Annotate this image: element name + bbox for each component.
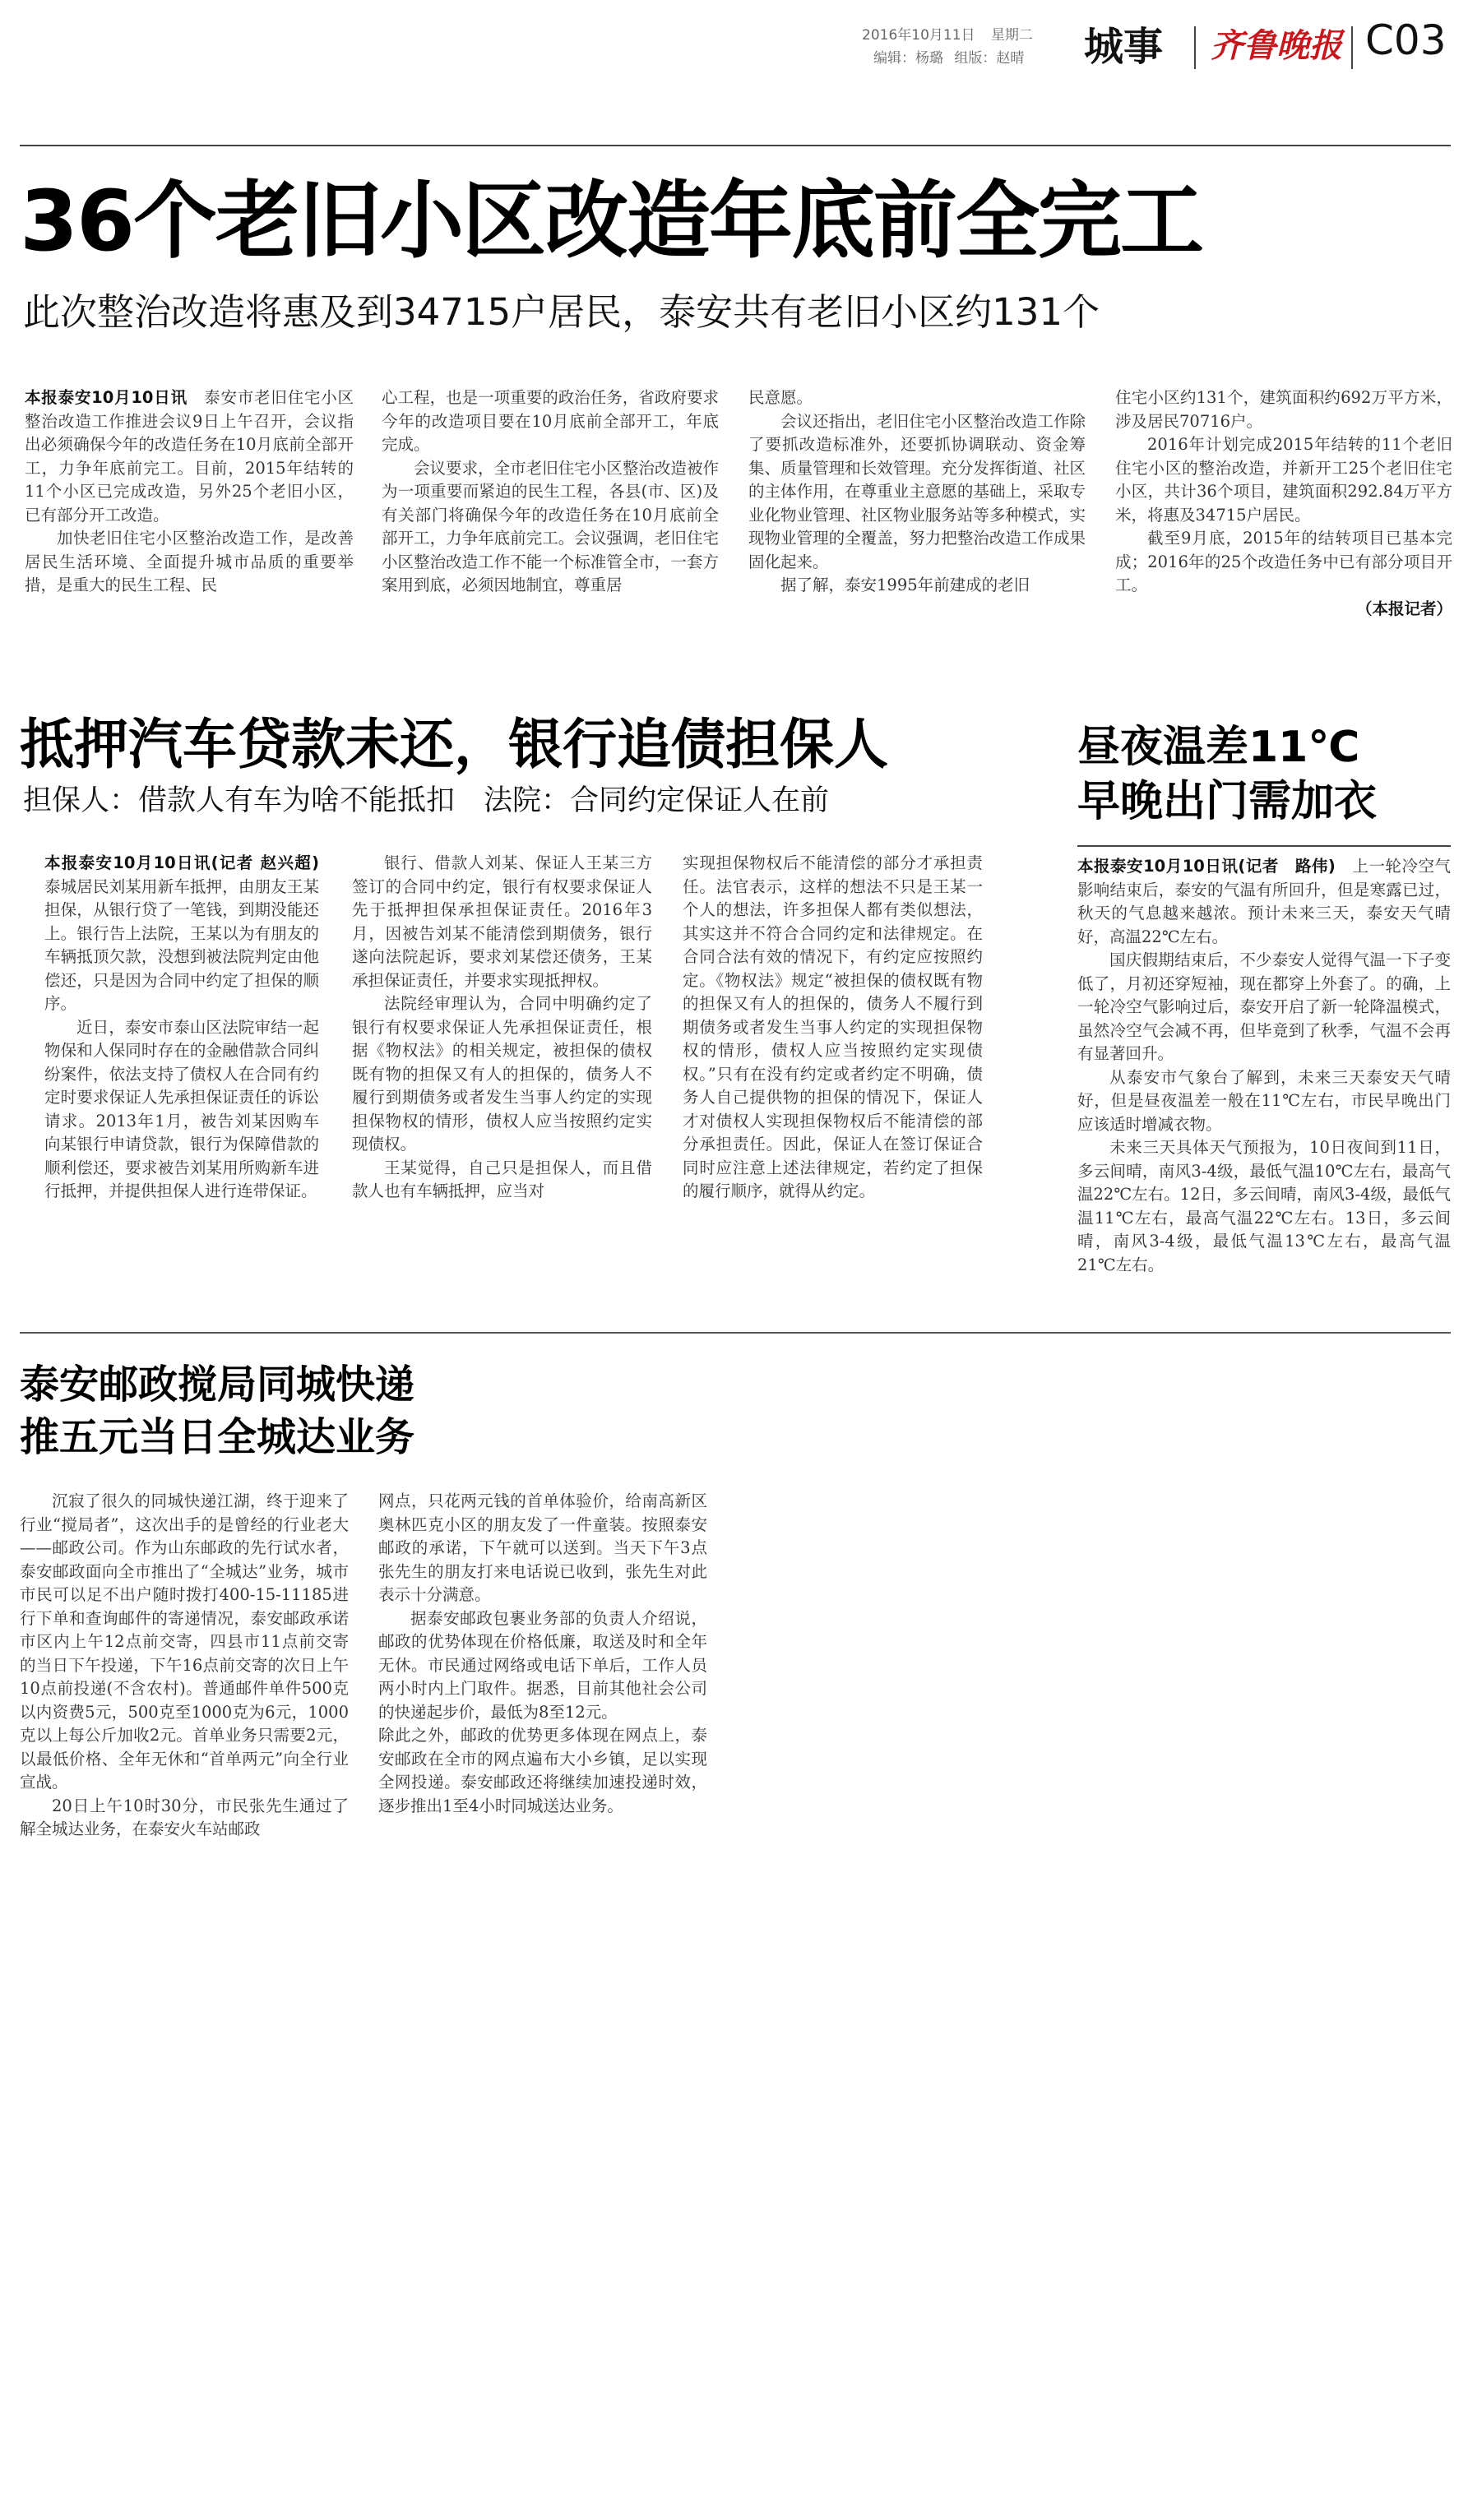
article4-headline-line1: 泰安邮政搅局同城快递 (20, 1362, 415, 1408)
article1-byline: 本报泰安10月10日讯 (25, 388, 188, 407)
page-number: C03 (1365, 16, 1447, 64)
article4-paragraph: 沉寂了很久的同城快递江湖，终于迎来了行业“搅局者”，这次出手的是曾经的行业老大——邮政公司。作为山东邮政的先行试水者，泰安邮政面向全市推出了“全城达”业务，城市市民可以足不出户随时拨打400-15-11185进行下单和查询邮件的寄递情况，泰安邮政承诺市区内上午12点前交寄，四县市11点前交寄的当日下午投递，下午16点前交寄的次日上午10点前投递(不含农村)。普通邮件单件500克以内资费5元，500克至1000克为6元，1000克以上每公斤加收2元。首单业务只需要2元，以最低价格、全年无休和“首单两元”向全行业宣战。 (20, 1491, 349, 1792)
header-layout: 组版：赵晴 (954, 50, 1025, 67)
article4-column-1 (20, 1490, 349, 1842)
article3-paragraph: 从泰安市气象台了解到，未来三天泰安天气晴好，但是昼夜温差一般在11℃左右，市民早晚出门应该适时增减衣物。 (1077, 1067, 1451, 1134)
article2-paragraph: 法院经审理认为，合同中明确约定了银行有权要求保证人先承担保证责任，根据《物权法》的相关规定，被担保的债权既有物的担保又有人的担保的，债务人不履行到期债务或者发生当事人约定的实现担保物权的情形，债权人应当按照约定实现债权。 (352, 994, 652, 1154)
header-date-line (862, 23, 1033, 44)
article4-headline-line2: 推五元当日全城达业务 (20, 1414, 415, 1460)
article3-paragraph: 未来三天具体天气预报为，10日夜间到11日，多云间晴，南风3-4级，最低气温10℃左右，最高气温22℃左右。12日，多云间晴，南风3-4级，最低气温11℃左右，最高气温22℃左右。13日，多云间晴，南风3-4级，最低气温13℃左右，最高气温21℃左右。 (1077, 1138, 1451, 1274)
article3-headline-line1: 昼夜温差11℃ (1077, 723, 1360, 772)
article2-column-3 (683, 852, 983, 1204)
article1-paragraph: 加快老旧住宅小区整治改造工作，是改善居民生活环境、全面提升城市品质的重要举措，是重大的民生工程、民 (25, 529, 354, 594)
article1-headline: 36个老旧小区改造年底前全完工 (20, 173, 1202, 270)
header-weekday: 星期二 (990, 27, 1033, 44)
header-divider-2 (1351, 26, 1353, 69)
article4-paragraph: 20日上午10时30分，市民张先生通过了解全城达业务，在泰安火车站邮政 (20, 1796, 349, 1838)
article1-paragraph: 会议还指出，老旧住宅小区整治改造工作除了要抓改造标准外，还要抓协调联动、资金筹集、质量管理和长效管理。充分发挥街道、社区的主体作用，在尊重业主意愿的基础上，采取专业化物业管理、社区物业服务站等多种模式，实现物业管理的全覆盖，努力把整治改造工作成果固化起来。 (748, 411, 1086, 571)
article3-byline: 本报泰安10月10日讯(记者 路伟) (1077, 857, 1336, 876)
article2-headline: 抵押汽车贷款未还，银行追债担保人 (20, 713, 888, 776)
article2-column-1 (44, 852, 319, 1204)
article2-byline: 本报泰安10月10日讯(记者 赵兴超) (44, 853, 319, 872)
article1-paragraph: 住宅小区约131个，建筑面积约692万平方米，涉及居民70716户。 (1115, 388, 1452, 431)
article2-paragraph: 泰城居民刘某用新车抵押，由朋友王某担保，从银行贷了一笔钱，到期没能还上。银行告上法院，王某以为有朋友的车辆抵顶欠款，没想到被法院判定由他偿还，只是因为合同中约定了担保的顺序。 (44, 876, 319, 1013)
article2-subhead: 担保人：借款人有车为啥不能抵扣 法院：合同约定保证人在前 (23, 784, 830, 817)
article1-paragraph: 泰安市老旧住宅小区整治改造工作推进会议9日上午召开，会议指出必须确保今年的改造任务在10月底前全部开工，力争年底前完工。目前，2015年结转的11个小区已完成改造，另外25个老旧小区，已有部分开工改造。 (25, 388, 354, 525)
article1-subhead: 此次整治改造将惠及到34715户居民，泰安共有老旧小区约131个 (23, 290, 1100, 334)
article3-column (1077, 855, 1451, 1277)
article4-headline (20, 1358, 414, 1463)
article1-column-4 (1115, 386, 1452, 621)
article3-paragraph: 国庆假期结束后，不少泰安人觉得气温一下子变低了，月初还穿短袖，现在都穿上外套了。的确，上一轮冷空气影响过后，泰安开启了新一轮降温模式，虽然冷空气会减不再，但毕竟到了秋季，气温不会再有显著回升。 (1077, 950, 1451, 1063)
header-rule (20, 145, 1451, 146)
article2-paragraph: 近日，泰安市泰山区法院审结一起物保和人保同时存在的金融借款合同纠纷案件，依法支持了债权人在合同有约定时要求保证人先承担保证责任的诉讼请求。2013年1月，被告刘某因购车向某银行申请贷款，银行为保障借款的顺利偿还，要求被告刘某用所购新车进行抵押，并提供担保人进行连带保证。 (44, 1017, 319, 1200)
article1-paragraph: 2016年计划完成2015年结转的11个老旧住宅小区的整治改造，并新开工25个老旧住宅小区，共计36个项目，建筑面积292.84万平方米，将惠及34715户居民。 (1115, 435, 1452, 525)
section-rule (20, 1332, 1451, 1334)
newspaper-logo: 齐鲁晚报 (1211, 26, 1342, 65)
article2-paragraph: 银行、借款人刘某、保证人王某三方签订的合同中约定，银行有权要求保证人先于抵押担保承担保证责任。2016年3月，因被告刘某不能清偿到期债务，银行遂向法院起诉，要求刘某偿还债务，王某承担保证责任，并要求实现抵押权。 (352, 853, 652, 990)
header-divider-1 (1194, 26, 1196, 69)
article1-paragraph: 据了解，泰安1995年前建成的老旧 (780, 576, 1030, 594)
section-name: 城事 (1084, 24, 1164, 70)
header-staff-line (873, 46, 1024, 67)
article1-paragraph: 会议要求，全市老旧住宅小区整治改造被作为一项重要而紧迫的民生工程，各县(市、区)及有关部门将确保今年的改造任务在10月底前全部开工，力争年底前完工。会议强调，老旧住宅小区整治改造工作不能一个标准管全市，一套方案用到底，必须因地制宜，尊重居 (382, 458, 719, 594)
article4-column-2 (378, 1490, 707, 1818)
article1-column-3 (748, 386, 1086, 598)
article1-paragraph: 心工程，也是一项重要的政治任务，省政府要求今年的改造项目要在10月底前全部开工，年底完成。 (382, 388, 719, 454)
article1-column-1 (25, 386, 354, 598)
article2-paragraph: 实现担保物权后不能清偿的部分才承担责任。法官表示，这样的想法不只是王某一个人的想法，许多担保人都有类似想法，其实这并不符合合同约定和法律规定。在合同合法有效的情况下，有约定应按照约定。《物权法》规定“被担保的债权既有物的担保又有人的担保的，债务人不履行到期债务或者发生当事人约定的实现担保物权的情形，债权人应当按照约定实现债权。”只有在没有约定或者约定不明确，债务人自己提供物的担保的情况下，保证人才对债权人实现担保物权后不能清偿的部分承担责任。因此，保证人在签订保证合同时应注意上述法律规定，若约定了担保的履行顺序，就得从约定。 (683, 853, 983, 1200)
article1-paragraph: 民意愿。 (748, 388, 813, 407)
article3-rule (1077, 845, 1451, 847)
article2-column-2 (352, 852, 652, 1204)
article1-paragraph: 截至9月底，2015年的结转项目已基本完成；2016年的25个改造任务中已有部分项目开工。 (1115, 529, 1452, 594)
header-editor: 编辑：杨璐 (873, 50, 943, 67)
article3-headline (1077, 720, 1377, 829)
article4-paragraph: 除此之外，邮政的优势更多体现在网点上，泰安邮政在全市的网点遍布大小乡镇，足以实现全网投递。泰安邮政还将继续加速投递时效，逐步推出1至4小时同城送达业务。 (378, 1726, 707, 1815)
header-date: 2016年10月11日 (862, 27, 975, 44)
article1-column-2 (382, 386, 719, 598)
article4-paragraph: 网点，只花两元钱的首单体验价，给南高新区奥林匹克小区的朋友发了一件童装。按照泰安邮政的承诺，下午就可以送到。当天下午3点张先生的朋友打来电话说已收到，张先生对此表示十分满意。 (378, 1491, 707, 1604)
article1-signature: （本报记者） (1355, 599, 1452, 618)
article2-paragraph: 王某觉得，自己只是担保人，而且借款人也有车辆抵押，应当对 (352, 1158, 652, 1200)
article3-headline-line2: 早晚出门需加衣 (1077, 777, 1378, 826)
article3-paragraph: 上一轮冷空气影响结束后，泰安的气温有所回升，但是寒露已过，秋天的气息越来越浓。预计未来三天，泰安天气晴好，高温22℃左右。 (1077, 857, 1451, 946)
article4-paragraph: 据泰安邮政包裹业务部的负责人介绍说，邮政的优势体现在价格低廉，取送及时和全年无休。市民通过网络或电话下单后，工作人员两小时内上门取件。据悉，目前其他社会公司的快递起步价，最低为8至12元。 (378, 1608, 707, 1722)
